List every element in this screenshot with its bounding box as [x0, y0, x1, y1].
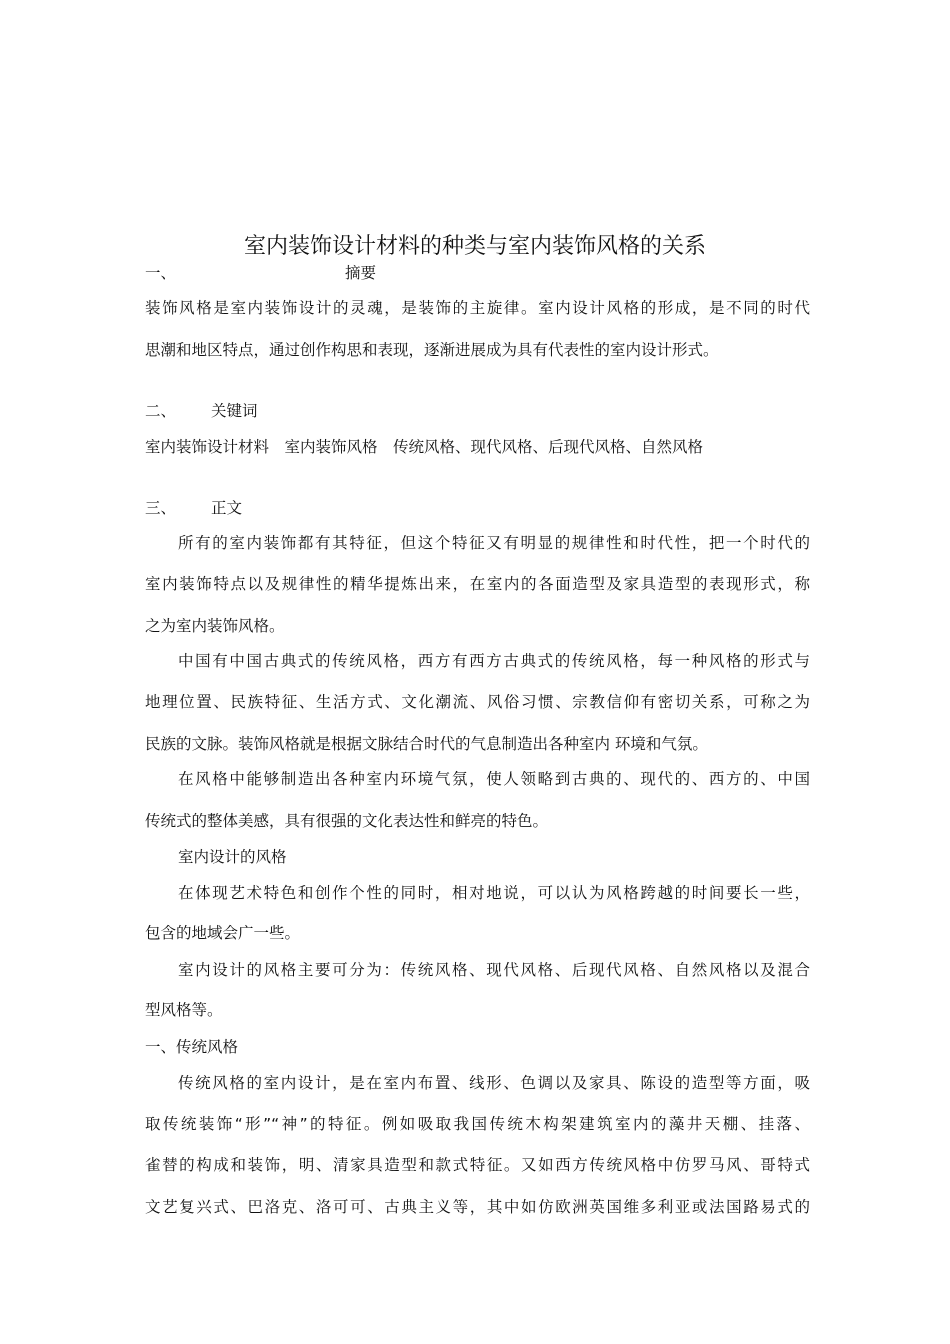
- body-line: 取传统装饰“形”“神”的特征。例如吸取我国传统木构架建筑室内的藻井天棚、挂落、: [145, 1115, 810, 1133]
- keywords-text: 室内装饰设计材料 室内装饰风格 传统风格、现代风格、后现代风格、自然风格: [145, 438, 704, 456]
- body-line: 文艺复兴式、巴洛克、洛可可、古典主义等，其中如仿欧洲英国维多利亚或法国路易式的: [145, 1198, 810, 1216]
- body-line: 型风格等。: [145, 1001, 223, 1019]
- keywords-heading: 关键词: [211, 402, 258, 420]
- abstract-line: 思潮和地区特点，通过创作构思和表现，逐渐进展成为具有代表性的室内设计形式。: [145, 341, 719, 359]
- body-line: 室内装饰特点以及规律性的精华提炼出来，在室内的各面造型及家具造型的表现形式，称: [145, 575, 810, 593]
- abstract-line: 装饰风格是室内装饰设计的灵魂，是装饰的主旋律。室内设计风格的形成，是不同的时代: [145, 299, 810, 317]
- body-line: 所有的室内装饰都有其特征，但这个特征又有明显的规律性和时代性，把一个时代的: [178, 534, 810, 552]
- body-heading: 正文: [211, 499, 243, 517]
- body-number: 三、: [145, 499, 177, 517]
- body-line: 传统式的整体美感，具有很强的文化表达性和鲜亮的特色。: [145, 812, 549, 830]
- abstract-number: 一、: [145, 264, 177, 282]
- abstract-heading: 摘要: [345, 264, 377, 282]
- subheading: 室内设计的风格: [178, 848, 287, 866]
- body-line: 传统风格的室内设计，是在室内布置、线形、色调以及家具、陈设的造型等方面，吸: [178, 1074, 810, 1092]
- body-line: 之为室内装饰风格。: [145, 617, 285, 635]
- body-line: 包含的地域会广一些。: [145, 924, 301, 942]
- body-line: 地理位置、民族特征、生活方式、文化潮流、风俗习惯、宗教信仰有密切关系，可称之为: [145, 693, 810, 711]
- body-line: 在体现艺术特色和创作个性的同时，相对地说，可以认为风格跨越的时间要长一些，: [178, 884, 810, 902]
- body-line: 民族的文脉。装饰风格就是根据文脉结合时代的气息制造出各种室内 环境和气氛。: [145, 735, 708, 753]
- body-line: 中国有中国古典式的传统风格，西方有西方古典式的传统风格，每一种风格的形式与: [178, 652, 810, 670]
- keywords-number: 二、: [145, 402, 177, 420]
- document-title: 室内装饰设计材料的种类与室内装饰风格的关系: [243, 234, 706, 259]
- body-line: 在风格中能够制造出各种室内环境气氛，使人领略到古典的、现代的、西方的、中国: [178, 770, 810, 788]
- body-line: 室内设计的风格主要可分为：传统风格、现代风格、后现代风格、自然风格以及混合: [178, 961, 810, 979]
- section-heading: 一、传统风格: [145, 1038, 239, 1056]
- body-line: 雀替的构成和装饰，明、清家具造型和款式特征。又如西方传统风格中仿罗马风、哥特式: [145, 1156, 810, 1174]
